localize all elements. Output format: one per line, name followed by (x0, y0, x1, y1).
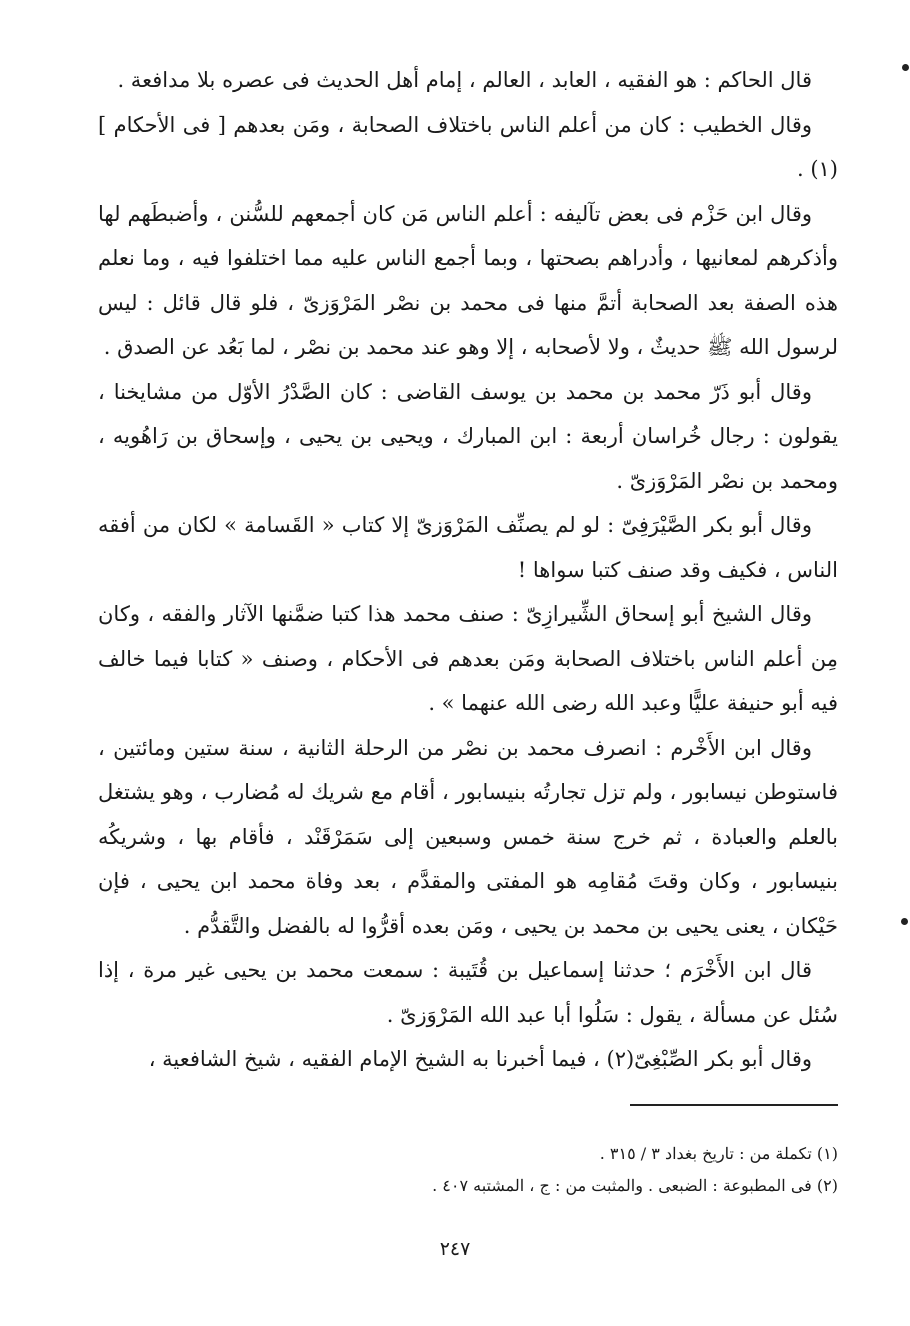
footnote-1: (١) تكملة من : تاريخ بغداد ٣ / ٣١٥ . (599, 1144, 838, 1163)
paragraph-sibghi: وقال أبو بكر الصِّبْغِىّ(٢) ، فيما أخبرنا به الشيخ الإمام الفقيه ، شيخ الشافعية ، (148, 1047, 812, 1071)
scan-edge-mark (902, 64, 909, 71)
paragraph-ibn-akhram: وقال ابن الأَخْرم : انصرف محمد بن نصْر من الرحلة الثانية ، سنة ستين ومائتين ، فاستوطن نيسابور ، ولم تزل تجارتُه بنيسابور ، أقام مع شريك له مُضارب ، وهو يشتغل بالعلم والعبادة ، ثم خرج سنة خمس وسبعين إلى سَمَرْقَنْد ، فأقام بها ، وشريكُه بنيسابور ، وكان وقتَ مُقامِه هو المفتى والمقدَّم ، بعد وفاة محمد ابن يحيى ، فإن حَيْكان ، يعنى يحيى بن محمد بن يحيى ، ومَن بعده أقرُّوا له بالفضل والتَّقدُّم . (98, 735, 838, 938)
paragraph-hakim: قال الحاكم : هو الفقيه ، العابد ، العالم ، إمام أهل الحديث فى عصره بلا مدافعة . (117, 68, 812, 92)
paragraph-ibn-hazm: وقال ابن حَزْم فى بعض تآليفه : أعلم الناس مَن كان أجمعهم للسُّنن ، وأضبطَهم لها وأذكرهم لمعانيها ، وأدراهم بصحتها ، وبما أجمع الناس عليه مما اختلفوا فيه ، وما نعلم هذه الصفة بعد الصحابة أتمَّ منها فى محمد بن نصْر المَرْوَزىّ ، فلو قال قائل : ليس لرسول الله ﷺ حديثٌ ، ولا لأصحابه ، إلا وهو عند محمد بن نصْر ، لما بَعُد عن الصدق . (98, 201, 838, 359)
footnotes-block (98, 1138, 838, 1202)
page-number: ٢٤٧ (439, 1238, 471, 1260)
footnote-2: (٢) فى المطبوعة : الضبعى . والمثبت من : ج ، المشتبه ٤٠٧ . (432, 1176, 838, 1195)
scan-edge-mark (901, 918, 908, 925)
footnote-separator (630, 1104, 838, 1106)
paragraph-abu-dharr: وقال أبو ذَرّ محمد بن محمد بن يوسف القاضى : كان الصَّدْرُ الأوّل من مشايخنا ، يقولون : رجال خُراسان أربعة : ابن المبارك ، ويحيى بن يحيى ، وإسحاق بن رَاهُويه ، ومحمد بن نصْر المَرْوَزىّ . (98, 379, 838, 493)
main-text-block (98, 58, 838, 1082)
paragraph-khatib: وقال الخطيب : كان من أعلم الناس باختلاف الصحابة ، ومَن بعدهم [ فى الأحكام ](١) . (98, 112, 838, 181)
paragraph-sayrafi: وقال أبو بكر الصَّيْرَفِىّ : لو لم يصنِّف المَرْوَزىّ إلا كتاب « القَسامة » لكان من أفقه الناس ، فكيف وقد صنف كتبا سواها ! (98, 513, 838, 582)
paragraph-ibn-akhram-qutayba: قال ابن الأَخْرَم ؛ حدثنا إسماعيل بن قُتَيبة : سمعت محمد بن يحيى غير مرة ، إذا سُئل عن مسألة ، يقول : سَلُوا أبا عبد الله المَرْوَزىّ . (98, 958, 838, 1027)
paragraph-shirazi: وقال الشيخ أبو إسحاق الشِّيرازِىّ : صنف محمد هذا كتبا ضمَّنها الآثار والفقه ، وكان مِن أعلم الناس باختلاف الصحابة ومَن بعدهم فى الأحكام ، وصنف « كتابا فيما خالف فيه أبو حنيفة عليًّا وعبد الله رضى الله عنهما » . (98, 602, 838, 715)
